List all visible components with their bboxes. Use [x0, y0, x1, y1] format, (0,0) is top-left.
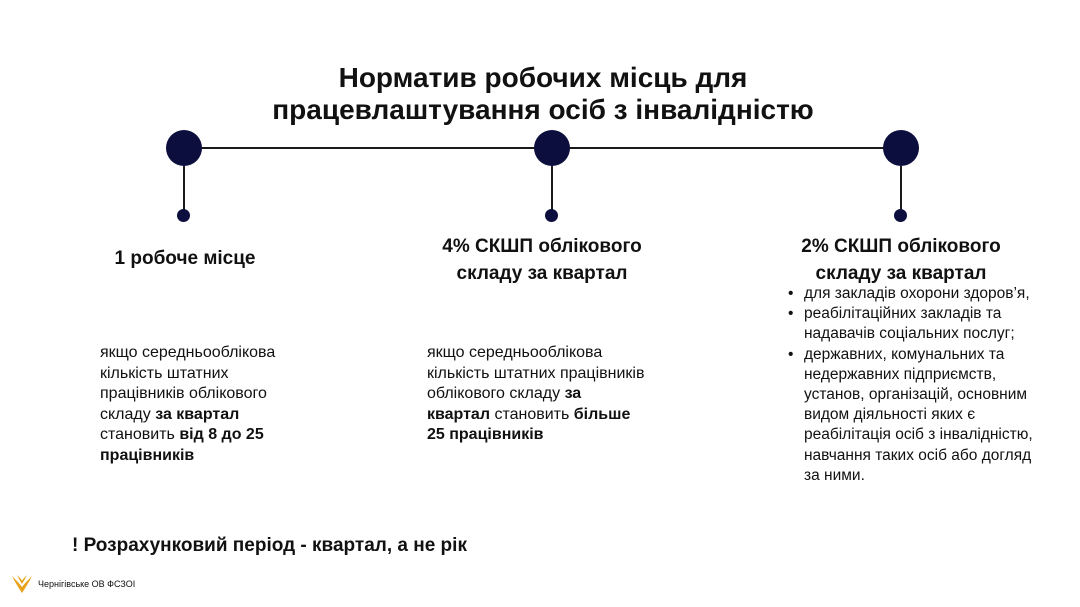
bullet-item: • реабілітаційних закладів та надавачів соціальних послуг;	[788, 304, 1038, 344]
timeline-dot-2	[545, 209, 558, 222]
timeline-node-3	[883, 130, 919, 166]
timeline-node-2	[534, 130, 570, 166]
calculation-period-note: ! Розрахунковий період - квартал, а не рік	[72, 535, 467, 556]
column-2-heading: 4% СКШП облікового складу за квартал	[442, 236, 642, 284]
column-1-heading: 1 робоче місце	[114, 248, 256, 269]
column-1-description: якщо середньооблікова кількість штатних працівників облікового складу за квартал становить від 8 до 25 працівників	[100, 344, 276, 464]
timeline-node-1	[166, 130, 202, 166]
timeline-dot-1	[177, 209, 190, 222]
timeline-stem-3	[900, 166, 902, 214]
bullet-item: • державних, комунальних та недержавних підприємств, установ, організацій, основним видом діяльності яких є реабілітація осіб з інвалідністю, навчання таких осіб або догляд за ними.	[788, 345, 1038, 486]
timeline-stem-2	[551, 166, 553, 214]
organization-logo-icon	[10, 572, 34, 596]
page-title	[0, 62, 1080, 126]
timeline-dot-3	[894, 209, 907, 222]
organization-name: Чернігівське ОВ ФСЗОІ	[38, 579, 136, 589]
title-line-1: Норматив робочих місць для	[338, 62, 748, 93]
footer	[10, 572, 135, 596]
title-line-2: працевлаштування осіб з інвалідністю	[272, 94, 814, 125]
column-3-heading: 2% СКШП облікового складу за квартал	[801, 236, 1001, 284]
timeline-stem-1	[183, 166, 185, 214]
column-2-description: якщо середньооблікова кількість штатних працівників облікового складу за квартал становить більше 25 працівників	[427, 344, 645, 443]
column-3-bullet-list	[788, 284, 1038, 486]
bullet-item: • для закладів охорони здоров’я,	[788, 284, 1038, 304]
